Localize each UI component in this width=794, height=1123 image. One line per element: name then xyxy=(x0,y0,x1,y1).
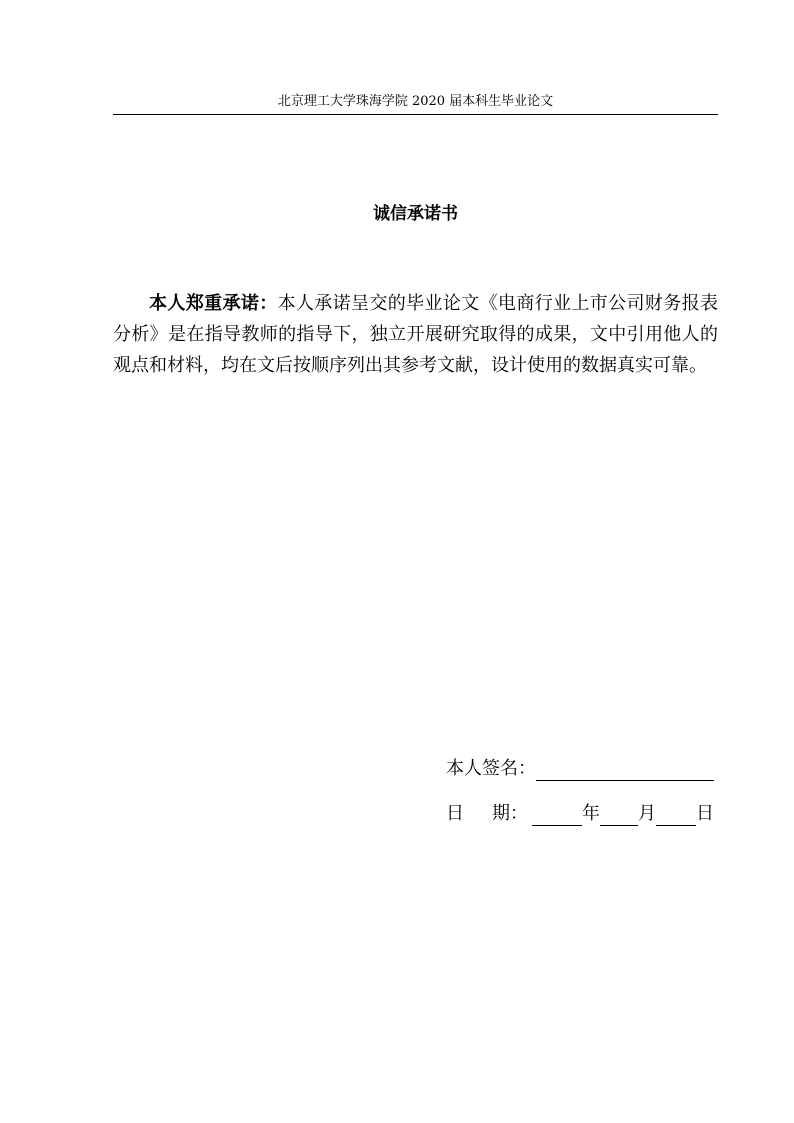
month-blank[interactable] xyxy=(600,805,638,826)
day-label: 日 xyxy=(696,803,714,824)
pledge-lead: 本人郑重承诺： xyxy=(149,293,278,314)
date-row xyxy=(446,802,714,826)
date-label-first: 日 xyxy=(446,803,464,824)
day-blank[interactable] xyxy=(656,805,696,826)
date-label-second: 期： xyxy=(492,803,528,824)
pledge-text: 本人承诺呈交的毕业论文《电商行业上市公司财务报表分析》是在指导教师的指导下，独立开展研究取得的成果，文中引用他人的观点和材料，均在文后按顺序列出其参考文献，设计使用的数据真实可靠。 xyxy=(113,293,719,376)
signature-blank[interactable] xyxy=(536,760,714,781)
signature-row xyxy=(446,757,714,781)
running-header: 北京理工大学珠海学院 2020 届本科生毕业论文 xyxy=(277,94,554,109)
year-label: 年 xyxy=(582,803,600,824)
pledge-paragraph xyxy=(113,288,718,381)
month-label: 月 xyxy=(638,803,656,824)
header-divider xyxy=(113,114,718,115)
year-blank[interactable] xyxy=(532,805,582,826)
signature-label: 本人签名： xyxy=(446,758,536,779)
page-title: 诚信承诺书 xyxy=(373,204,458,224)
